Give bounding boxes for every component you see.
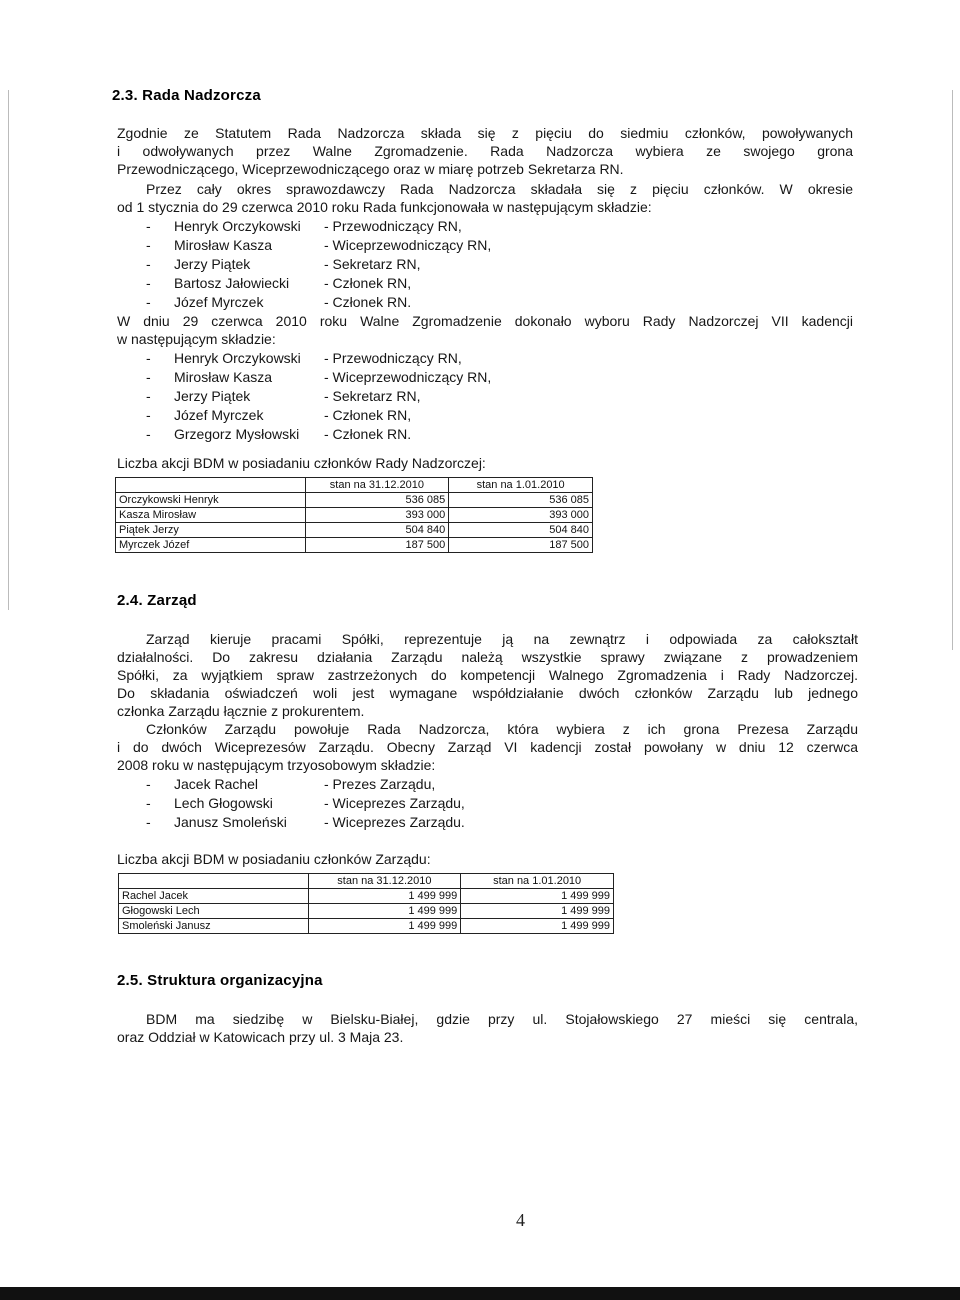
management-board-shares-table	[118, 873, 614, 934]
table-cell-value: 393 000	[305, 508, 449, 523]
table-cell-value: 1 499 999	[461, 919, 614, 934]
table-header-cell	[119, 874, 309, 889]
table-row	[116, 523, 593, 538]
table-cell-value: 504 840	[449, 523, 593, 538]
table-header-row	[119, 874, 614, 889]
section-heading-rada-nadzorcza: 2.3. Rada Nadzorcza	[112, 87, 261, 104]
document-page: 2.3. Rada Nadzorcza Zgodnie ze Statutem Rada Nadzorcza składa się z pięciu do siedmiu członków, powoływanych i odwoływanych przez Walne Zgromadzenie. Rada Nadzorcza wybiera ze swojego grona Przewodniczącego, Wiceprzewodniczącego oraz w miarę potrzeb Sekretarza RN. Przez cały okres sprawozdawczy Rada Nadzorcza składała się z pięciu członków. W okresie od 1 stycznia do 29 czerwca 2010 roku Rada funkcjonowała w następującym składzie: - Henryk Orczykowski - Przewodniczący RN, - Mirosław Kasza - Wiceprzewodniczący RN, - Jerzy Piątek - Sekretarz RN, - Bartosz Jałowiecki - Członek RN, - Józef Myrczek - Członek RN. W dniu 29 czerwca 2010 roku Walne Zgromadzenie dokonało wyboru Rady Nadzorczej VII kadencji w następującym składzie: - Henryk Orczykowski - Przewodniczący RN, - Mirosław Kasza - Wiceprzewodniczący RN, - Jerzy Piątek - Sekretarz RN, - Józef Myrczek - Członek RN, - Grzegorz Mysłowski - Członek RN. Liczba akcji BDM w posiadaniu członków Rady Nadzorczej: stan na 31.12.2010 stan na 1.01.2010 Orczykowski Henryk 536 085 536 085 Kasza Mirosław 393 000 393 000 Piątek Jerzy 504 840 504 840 Myrczek Józef 187 500 187 500 2.4. Zarząd Zarząd kieruje pracami Spółki, reprezentuje ją na zewnątrz i odpowiada za całokształt działalności. Do zakresu działania Zarządu należą wszystkie sprawy związane z prowadzeniem Spółki, za wyjątkiem spraw zastrzeżonych do kompetencji Walnego Zgromadzenia i Rady Nadzorczej. Do składania oświadczeń woli jest wymagane współdziałanie dwóch członków Zarządu lub jednego członka Zarządu łącznie z prokurentem. Członków Zarządu powołuje Rada Nadzorcza, która wybiera z ich grona Prezesa Zarządu i do dwóch Wiceprezesów Zarządu. Obecny Zarząd VI kadencji został powołany w dniu 12 czerwca 2008 roku w następującym trzyosobowym składzie: - Jacek Rachel - Prezes Zarządu, - Lech Głogowski - Wiceprezes Zarządu, - Janusz Smoleński - Wiceprezes Zarządu. Liczba akcji BDM w posiadaniu członków Zarządu: stan na 31.12.2010 stan na 1.01.2010 Rachel Jacek 1 499 999 1 499 999 Głogowski Lech 1 499 999 1 499 999 Smoleński Janusz 1 499 999 1 499 999 2.5. Struktura organizacyjna BDM ma siedzibę w Bielsku-Białej, gdzie przy ul. Stojałowskiego 27 mieści się centrala, oraz Oddział w Katowicach przy ul. 3 Maja 23. 4	[0, 0, 960, 1300]
table-cell-name: Piątek Jerzy	[116, 523, 306, 538]
section-heading-zarzad: 2.4. Zarząd	[117, 592, 197, 609]
paragraph-line: od 1 stycznia do 29 czerwca 2010 roku Rada funkcjonowała w następującym składzie:	[117, 199, 652, 215]
table-row	[119, 919, 614, 934]
table-cell-name: Kasza Mirosław	[116, 508, 306, 523]
table-cell-name: Orczykowski Henryk	[116, 493, 306, 508]
table-row	[116, 508, 593, 523]
paragraph-line: i odwoływanych przez Walne Zgromadzenie. Rada Nadzorcza wybiera ze swojego grona	[117, 143, 853, 159]
paragraph-line: Zarząd kieruje pracami Spółki, reprezentuje ją na zewnątrz i odpowiada za całokształt	[146, 631, 858, 647]
table-header-row	[116, 478, 593, 493]
paragraph-line: Członków Zarządu powołuje Rada Nadzorcza, która wybiera z ich grona Prezesa Zarządu	[146, 721, 858, 737]
table-cell-value: 187 500	[449, 538, 593, 553]
scan-border-bar	[0, 1287, 960, 1300]
paragraph-line: Spółki, za wyjątkiem spraw zastrzeżonych do kompetencji Walnego Zgromadzenia i Rady Nadzorczej.	[117, 667, 858, 683]
table-caption: Liczba akcji BDM w posiadaniu członków Rady Nadzorczej:	[117, 455, 486, 471]
table-caption: Liczba akcji BDM w posiadaniu członków Zarządu:	[117, 851, 431, 867]
table-row	[119, 889, 614, 904]
table-cell-name: Smoleński Janusz	[119, 919, 309, 934]
paragraph-line: działalności. Do zakresu działania Zarządu należą wszystkie sprawy związane z prowadzeniem	[117, 649, 858, 665]
table-row	[116, 493, 593, 508]
paragraph-line: oraz Oddział w Katowicach przy ul. 3 Maja 23.	[117, 1029, 404, 1045]
table-cell-value: 1 499 999	[308, 919, 461, 934]
table-row	[116, 538, 593, 553]
table-cell-name: Myrczek Józef	[116, 538, 306, 553]
scan-edge-left	[8, 90, 9, 610]
table-cell-name: Rachel Jacek	[119, 889, 309, 904]
table-header-cell: stan na 31.12.2010	[308, 874, 461, 889]
table-header-cell: stan na 1.01.2010	[461, 874, 614, 889]
table-cell-value: 1 499 999	[308, 904, 461, 919]
table-cell-value: 187 500	[305, 538, 449, 553]
paragraph-line: w następującym składzie:	[117, 331, 276, 347]
table-header-cell: stan na 1.01.2010	[449, 478, 593, 493]
table-cell-name: Głogowski Lech	[119, 904, 309, 919]
table-cell-value: 536 085	[449, 493, 593, 508]
table-row	[119, 904, 614, 919]
paragraph-line: W dniu 29 czerwca 2010 roku Walne Zgromadzenie dokonało wyboru Rady Nadzorczej VII kadencji	[117, 313, 853, 329]
section-heading-struktura: 2.5. Struktura organizacyjna	[117, 972, 323, 989]
paragraph-line: członka Zarządu łącznie z prokurentem.	[117, 703, 365, 719]
table-cell-value: 504 840	[305, 523, 449, 538]
table-cell-value: 536 085	[305, 493, 449, 508]
page-number: 4	[516, 1210, 525, 1230]
scan-edge-right	[952, 90, 953, 650]
table-cell-value: 1 499 999	[461, 889, 614, 904]
paragraph-line: 2008 roku w następującym trzyosobowym składzie:	[117, 757, 436, 773]
paragraph-line: Przez cały okres sprawozdawczy Rada Nadzorcza składała się z pięciu członków. W okresie	[146, 181, 853, 197]
table-cell-value: 1 499 999	[461, 904, 614, 919]
paragraph-line: BDM ma siedzibę w Bielsku-Białej, gdzie przy ul. Stojałowskiego 27 mieści się centrala,	[146, 1011, 858, 1027]
supervisory-board-shares-table	[115, 477, 593, 553]
paragraph-line: Przewodniczącego, Wiceprzewodniczącego oraz w miarę potrzeb Sekretarza RN.	[117, 161, 624, 177]
paragraph-line: Zgodnie ze Statutem Rada Nadzorcza składa się z pięciu do siedmiu członków, powoływanych	[117, 125, 853, 141]
paragraph-line: i do dwóch Wiceprezesów Zarządu. Obecny Zarząd VI kadencji został powołany w dniu 12 czerwca	[117, 739, 858, 755]
paragraph-line: Do składania oświadczeń woli jest wymagane współdziałanie dwóch członków Zarządu lub jednego	[117, 685, 858, 701]
table-cell-value: 393 000	[449, 508, 593, 523]
table-header-cell: stan na 31.12.2010	[305, 478, 449, 493]
table-header-cell	[116, 478, 306, 493]
table-cell-value: 1 499 999	[308, 889, 461, 904]
